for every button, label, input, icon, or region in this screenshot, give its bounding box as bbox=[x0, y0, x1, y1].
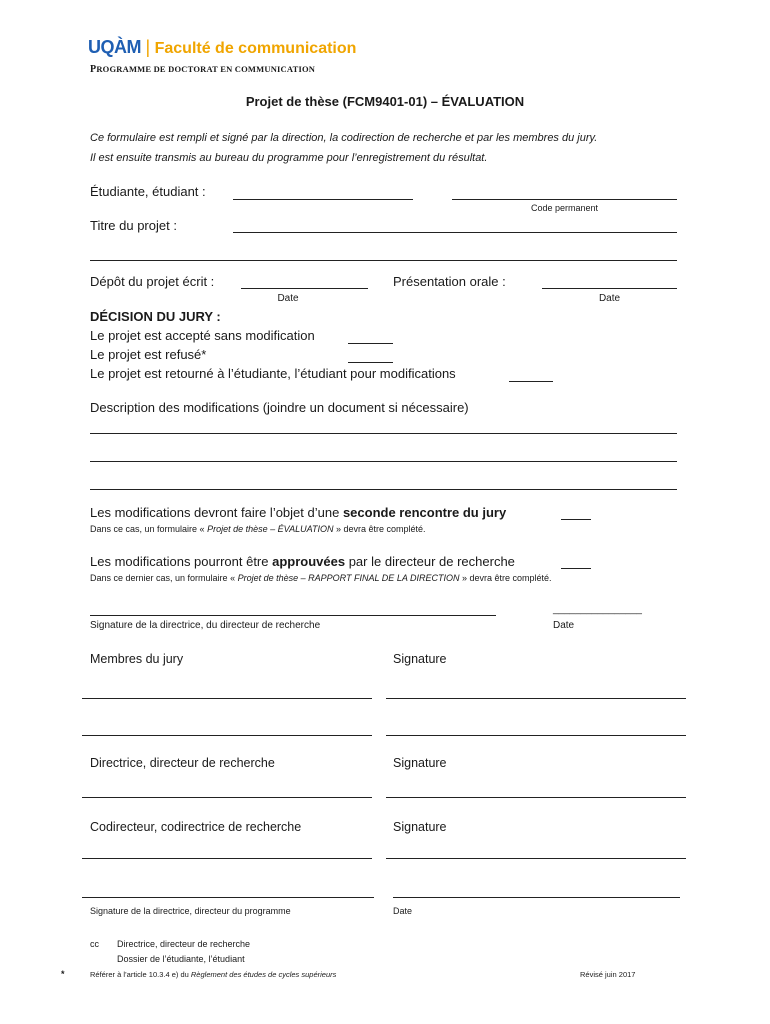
director-research-signature-label: Signature bbox=[393, 756, 447, 770]
decision-heading: DÉCISION DU JURY : bbox=[90, 309, 221, 324]
approved-option: Les modifications pourront être approuvées par le directeur de recherche bbox=[90, 554, 515, 569]
jury-member-line-2[interactable] bbox=[82, 735, 372, 736]
decision-returned-line[interactable] bbox=[509, 381, 553, 382]
description-label: Description des modifications (joindre un document si nécessaire) bbox=[90, 400, 469, 415]
project-title-line-2[interactable] bbox=[90, 260, 677, 261]
director-signature-line[interactable] bbox=[90, 615, 496, 616]
decision-refused-line[interactable] bbox=[348, 362, 393, 363]
codirector-name-line[interactable] bbox=[82, 858, 372, 859]
director-date-label: Date bbox=[553, 620, 575, 631]
program-director-date-label: Date bbox=[393, 906, 413, 916]
second-meeting-option: Les modifications devront faire l’objet d’une seconde rencontre du jury bbox=[90, 505, 507, 520]
deposit-label: Dépôt du projet écrit : bbox=[90, 274, 215, 289]
director-research-name-line[interactable] bbox=[82, 797, 372, 798]
jury-signature-line-2[interactable] bbox=[386, 735, 686, 736]
decision-refused: Le projet est refusé* bbox=[90, 347, 207, 362]
cc-line-1: Directrice, directeur de recherche bbox=[117, 939, 251, 949]
director-research-label: Directrice, directeur de recherche bbox=[90, 756, 275, 770]
approved-note: Dans ce dernier cas, un formulaire « Projet de thèse – RAPPORT FINAL DE LA DIRECTION » devra être complété. bbox=[90, 573, 552, 583]
codirector-label: Codirecteur, codirectrice de recherche bbox=[90, 820, 302, 834]
program-director-signature-label: Signature de la directrice, directeur du programme bbox=[90, 906, 291, 916]
jury-member-line-1[interactable] bbox=[82, 698, 372, 699]
jury-signature-label: Signature bbox=[393, 652, 447, 666]
director-research-signature-line[interactable] bbox=[386, 797, 686, 798]
description-line-1[interactable] bbox=[90, 433, 677, 434]
jury-signature-line-1[interactable] bbox=[386, 698, 686, 699]
cc-label: cc bbox=[90, 939, 99, 949]
project-title-line[interactable] bbox=[233, 232, 677, 233]
footnote-asterisk: * bbox=[61, 969, 65, 979]
program-name: PROGRAMME DE DOCTORAT EN COMMUNICATION bbox=[90, 64, 316, 75]
director-signature-label: Signature de la directrice, du directeur de recherche bbox=[90, 620, 321, 631]
second-meeting-note: Dans ce cas, un formulaire « Projet de thèse – ÉVALUATION » devra être complété. bbox=[90, 524, 426, 534]
description-line-3[interactable] bbox=[90, 489, 677, 490]
footnote-reference: Référer à l’article 10.3.4 e) du Règlement des études de cycles supérieurs bbox=[90, 970, 337, 979]
student-name-line[interactable] bbox=[233, 199, 413, 200]
jury-members-label: Membres du jury bbox=[90, 652, 184, 666]
code-permanent-caption: Code permanent bbox=[530, 203, 599, 213]
logo-faculty-text: Faculté de communication bbox=[154, 40, 357, 57]
cc-line-2: Dossier de l’étudiante, l’étudiant bbox=[117, 954, 245, 964]
program-director-date-line[interactable] bbox=[393, 897, 680, 898]
codirector-signature-line[interactable] bbox=[386, 858, 686, 859]
decision-accepted-line[interactable] bbox=[348, 343, 393, 344]
deposit-date-caption: Date bbox=[277, 293, 299, 304]
approved-line[interactable] bbox=[561, 568, 591, 569]
page-title: Projet de thèse (FCM9401-01) – ÉVALUATION bbox=[245, 94, 525, 109]
description-line-2[interactable] bbox=[90, 461, 677, 462]
director-date-dashes[interactable]: ________________ bbox=[553, 604, 642, 615]
project-title-label: Titre du projet : bbox=[90, 218, 177, 233]
decision-returned: Le projet est retourné à l’étudiante, l’étudiant pour modifications bbox=[90, 366, 456, 381]
oral-date-line[interactable] bbox=[542, 288, 677, 289]
intro-line-2: Il est ensuite transmis au bureau du programme pour l’enregistrement du résultat. bbox=[90, 152, 488, 164]
intro-line-1: Ce formulaire est rempli et signé par la direction, la codirection de recherche et par les membres du jury. bbox=[90, 132, 598, 144]
program-director-signature-line[interactable] bbox=[82, 897, 374, 898]
logo-separator: | bbox=[145, 37, 151, 57]
decision-accepted: Le projet est accepté sans modification bbox=[90, 328, 315, 343]
oral-label: Présentation orale : bbox=[393, 274, 506, 289]
uqam-logo bbox=[88, 37, 356, 58]
student-label: Étudiante, étudiant : bbox=[90, 184, 206, 199]
deposit-date-line[interactable] bbox=[241, 288, 368, 289]
oral-date-caption: Date bbox=[598, 293, 621, 304]
codirector-signature-label: Signature bbox=[393, 820, 447, 834]
second-meeting-line[interactable] bbox=[561, 519, 591, 520]
code-permanent-line[interactable] bbox=[452, 199, 677, 200]
logo-uqam-text: UQÀM bbox=[88, 37, 141, 57]
revised-date: Révisé juin 2017 bbox=[580, 970, 636, 979]
